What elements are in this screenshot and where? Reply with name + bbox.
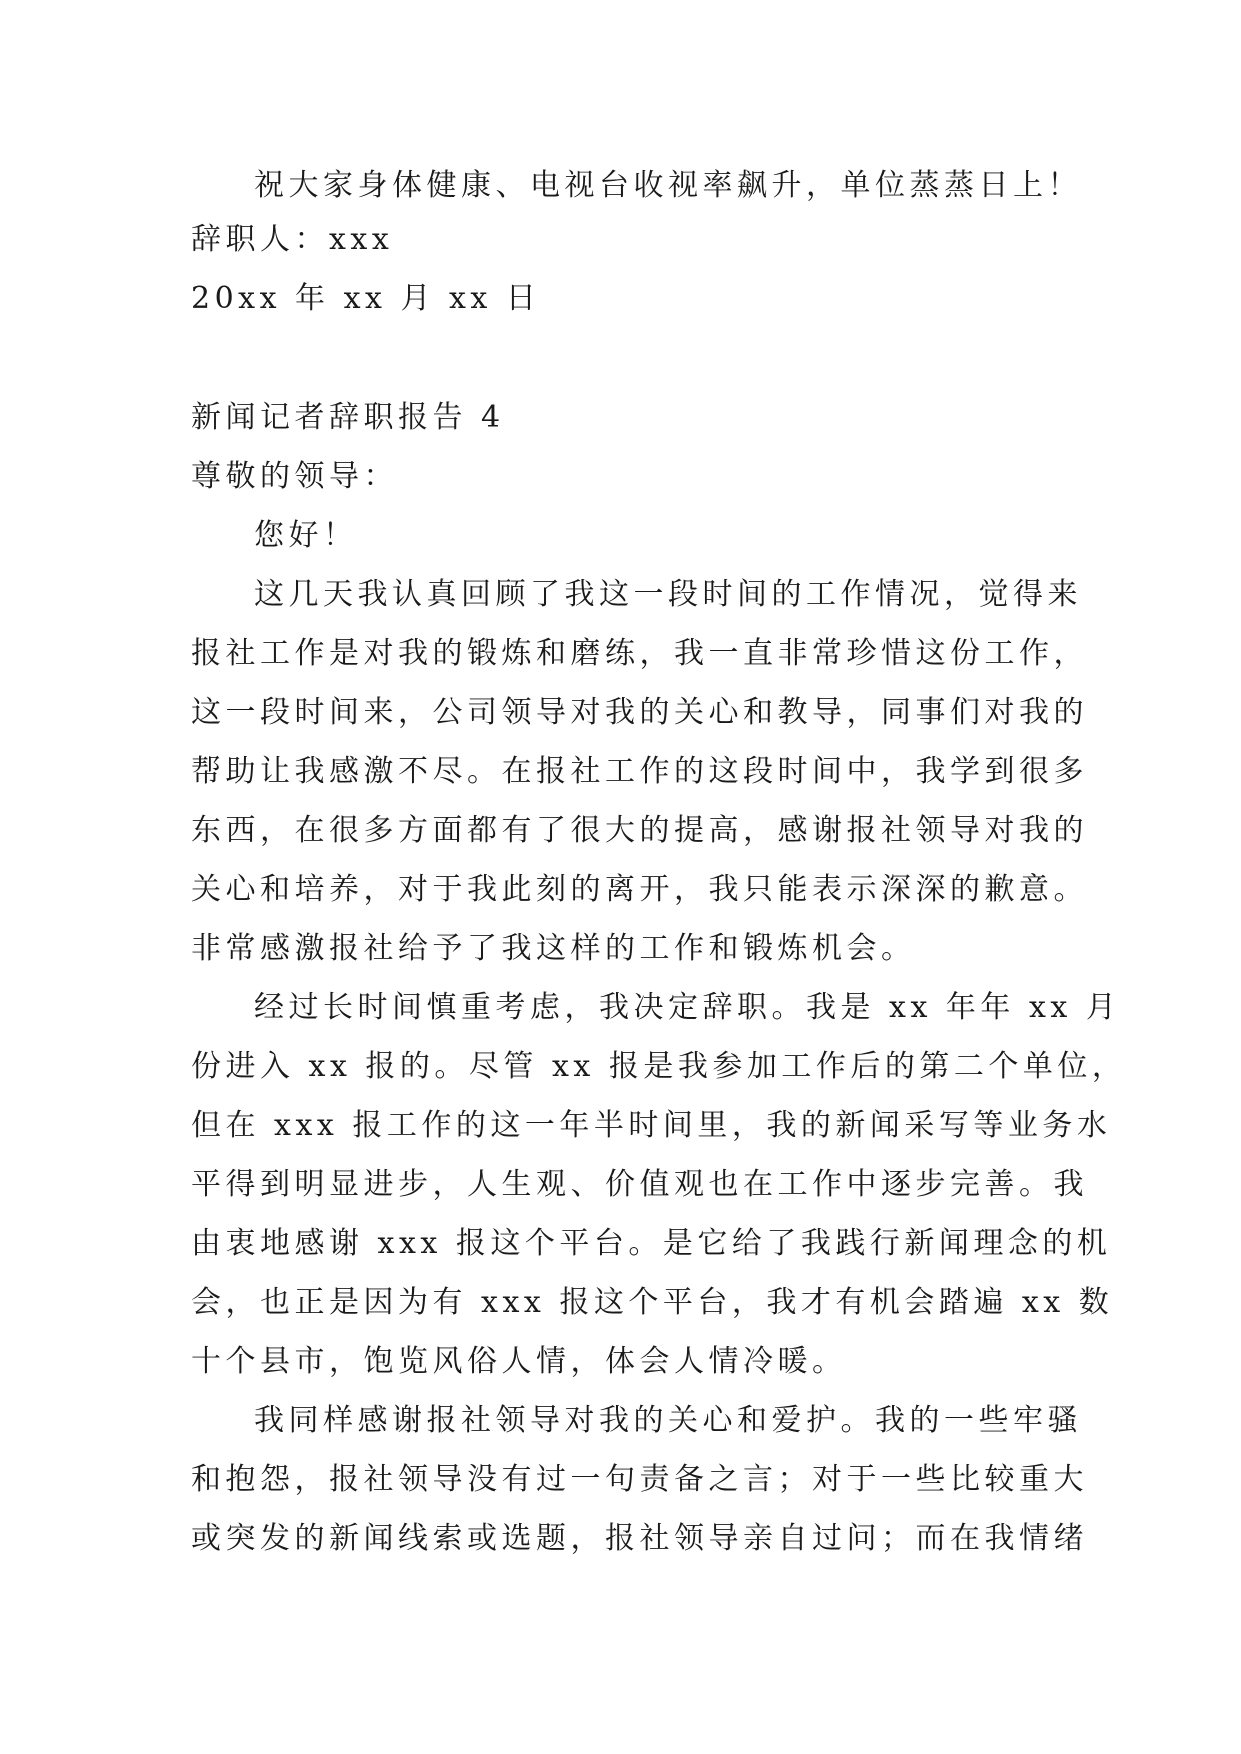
paragraph-3-line: 或突发的新闻线索或选题，报社领导亲自过问；而在我情绪 [191, 1521, 1088, 1556]
paragraph-2-line: 但在 xxx 报工作的这一年半时间里，我的新闻采写等业务水 [191, 1108, 1112, 1143]
paragraph-1-line: 东西，在很多方面都有了很大的提高，感谢报社领导对我的 [191, 813, 1088, 848]
paragraph-1-line: 这一段时间来，公司领导对我的关心和教导，同事们对我的 [191, 695, 1088, 730]
paragraph-1-line: 报社工作是对我的锻炼和磨练，我一直非常珍惜这份工作， [191, 636, 1088, 671]
paragraph-2-line: 会，也正是因为有 xxx 报这个平台，我才有机会踏遍 xx 数 [191, 1285, 1114, 1320]
paragraph-1-line: 关心和培养，对于我此刻的离开，我只能表示深深的歉意。 [191, 872, 1088, 907]
date-line: 20xx 年 xx 月 xx 日 [191, 281, 541, 316]
paragraph-2-line: 份进入 xx 报的。尽管 xx 报是我参加工作后的第二个单位， [191, 1049, 1127, 1084]
paragraph-3-line: 和抱怨，报社领导没有过一句责备之言；对于一些比较重大 [191, 1462, 1088, 1497]
paragraph-2-line: 十个县市，饱览风俗人情，体会人情冷暖。 [191, 1344, 847, 1379]
greeting: 您好！ [254, 518, 358, 553]
paragraph-1-line: 帮助让我感激不尽。在报社工作的这段时间中，我学到很多 [191, 754, 1088, 789]
closing-wish: 祝大家身体健康、电视台收视率飙升，单位蒸蒸日上！ [254, 168, 1082, 203]
paragraph-2-line: 经过长时间慎重考虑，我决定辞职。我是 xx 年年 xx 月 [254, 990, 1121, 1025]
paragraph-3-line: 我同样感谢报社领导对我的关心和爱护。我的一些牢骚 [254, 1403, 1082, 1438]
letter-title: 新闻记者辞职报告 4 [191, 400, 505, 435]
paragraph-2-line: 平得到明显进步，人生观、价值观也在工作中逐步完善。我 [191, 1167, 1088, 1202]
salutation: 尊敬的领导： [191, 459, 398, 494]
paragraph-1-line: 这几天我认真回顾了我这一段时间的工作情况，觉得来 [254, 577, 1082, 612]
paragraph-1-line: 非常感激报社给予了我这样的工作和锻炼机会。 [191, 931, 916, 966]
signer-line: 辞职人：xxx [191, 222, 394, 257]
paragraph-2-line: 由衷地感谢 xxx 报这个平台。是它给了我践行新闻理念的机 [191, 1226, 1112, 1261]
